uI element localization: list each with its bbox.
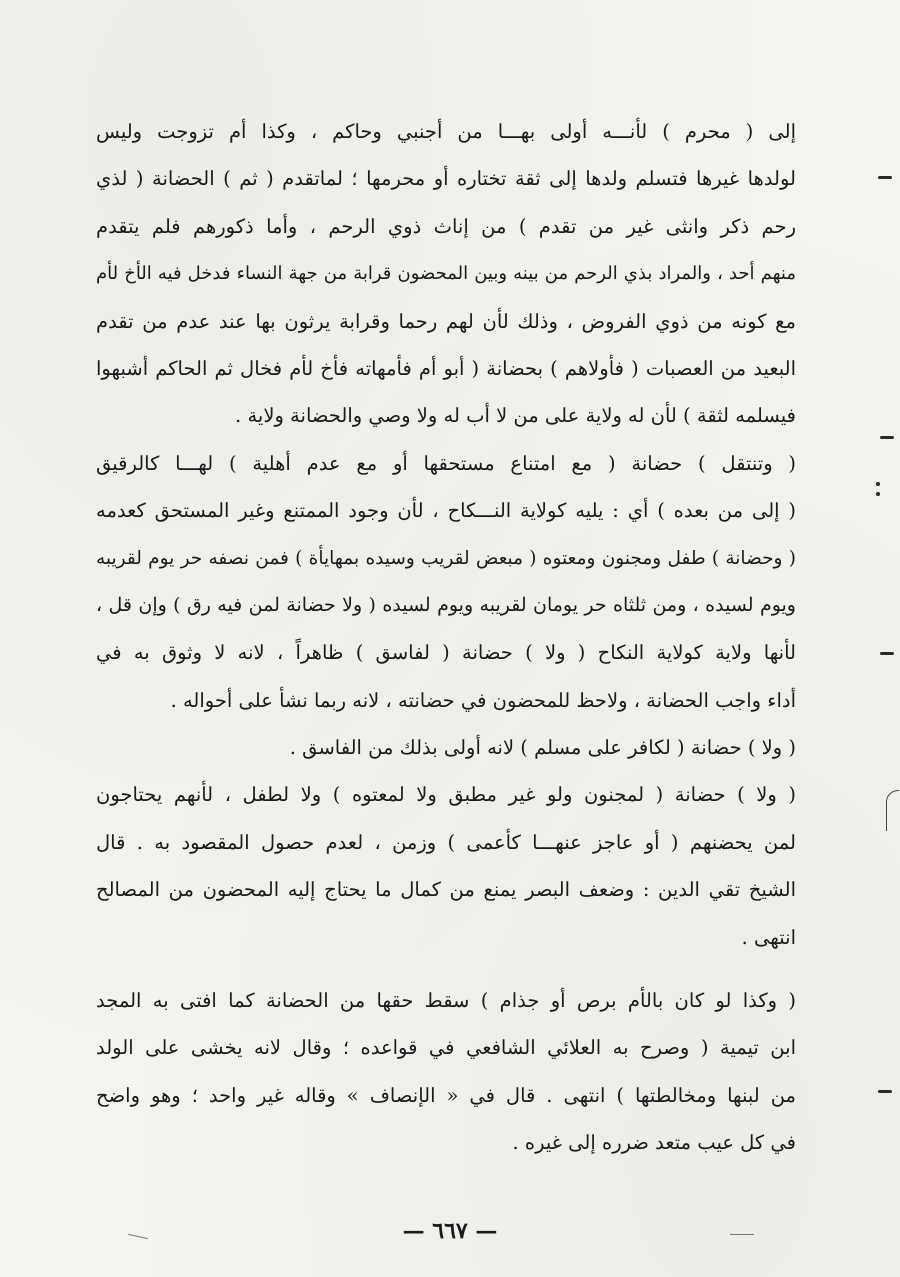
text-line: ويوم لسيده ، ومن ثلثاه حر يومان لقريبه ويوم لسيده ( ولا حضانة لمن فيه رق ) وإن قل ، [96, 593, 796, 616]
margin-curve [886, 790, 899, 831]
text-line: ( ولا ) حضانة ( لكافر على مسلم ) لانه أولى بذلك من الفاسق . [289, 736, 796, 760]
text-line: أداء واجب الحضانة ، ولاحظ للمحضون في حضانته ، لانه ربما نشأ على أحواله . [170, 688, 796, 712]
text-line: ( وتنتقل ) حضانة ( مع امتناع مستحقها أو مع عدم أهلية ) لهـــا كالرقيق [96, 451, 796, 475]
text-line: ابن تيمية ( وصرح به العلائي الشافعي في قواعده ؛ وقال لانه يخشى على الولد [96, 1036, 796, 1060]
margin-mark [878, 1090, 892, 1093]
text-line: منهم أحد ، والمراد بذي الرحم من بينه وبين المحضون قرابة من جهة النساء فدخل فيه الأخ لأم [96, 263, 796, 285]
text-line: إلى ( محرم ) لأنـــه أولى بهـــا من أجنبي وحاكم ، وكذا أم تزوجت وليس [96, 120, 796, 143]
text-line: رحم ذكر وانثى غير من تقدم ) من إناث ذوي الرحم ، وأما ذكورهم فلم يتقدم [96, 214, 796, 238]
text-line: انتهى . [741, 925, 796, 949]
text-line: ( وحضانة ) طفل ومجنون ومعتوه ( مبعض لقريب وسيده بمهايأة ) فمن نصفه حر يوم لقريبه [96, 547, 796, 569]
text-line: لأنها ولاية كولاية النكاح ( ولا ) حضانة ( لفاسق ) ظاهراً ، لانه لا وثوق به في [96, 641, 796, 665]
text-line: ( ولا ) حضانة ( لمجنون ولو غير مطبق ولا لمعتوه ) ولا لطفل ، لأنهم يحتاجون [96, 783, 796, 807]
text-line: ( وكذا لو كان بالأم برص أو جذام ) سقط حقها من الحضانة كما افتى به المجد [96, 989, 796, 1013]
text-line: مع كونه من ذوي الفروض ، وذلك لأن لهم رحما وقرابة يرثون بها عند عدم من تقدم [96, 309, 796, 333]
margin-mark [880, 652, 894, 655]
margin-mark [880, 436, 894, 439]
text-line: ( إلى من بعده ) أي : يليه كولاية النـــكاح ، لأن وجود الممتنع وغير المستحق كعدمه [96, 499, 796, 523]
text-line: الشيخ تقي الدين : وضعف البصر يمنع من كمال ما يحتاج إليه المحضون من المصالح [96, 878, 796, 902]
paragraph-gap [96, 961, 796, 977]
text-line: لولدها غيرها فتسلم ولدها إلى ثقة تختاره أو محرمها ؛ لماتقدم ( ثم ) الحضانة ( لذي [96, 167, 796, 191]
text-line: البعيد من العصبات ( فأولاهم ) بحضانة ( أبو أم فأمهاته فأخ لأم فخال ثم الحاكم أشبهوا [96, 356, 796, 380]
text-line: في كل عيب متعد ضرره إلى غيره . [512, 1131, 796, 1155]
text-line: لمن يحضنهم ( أو عاجز عنهـــا كأعمى ) وزمن ، لعدم حصول المقصود به . قال [96, 830, 796, 854]
margin-dot [876, 482, 880, 486]
margin-mark [878, 176, 892, 179]
text-line: فيسلمه لثقة ) لأن له ولاية على من لا أب له ولا وصي والحضانة ولاية . [235, 404, 796, 428]
page-number: — ٦٦٧ — [402, 1218, 498, 1244]
body-text [96, 108, 796, 1167]
text-line: من لبنها ومخالطتها ) انتهى . قال في « الإنصاف » وقاله غير واحد ؛ وهو واضح [96, 1083, 796, 1107]
margin-dot [876, 492, 880, 496]
